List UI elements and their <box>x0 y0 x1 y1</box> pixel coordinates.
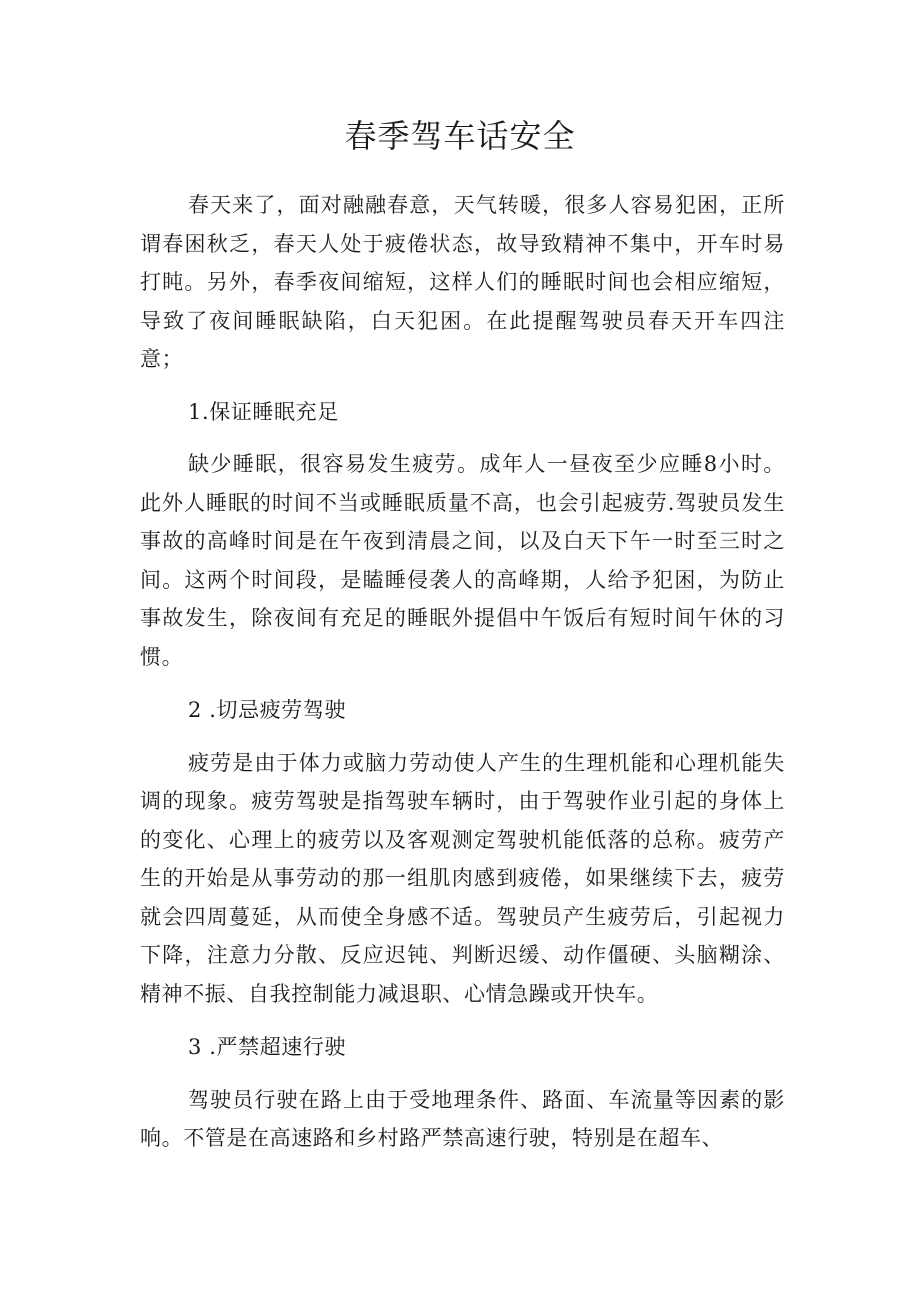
section-1-heading: 1.保证睡眠充足 <box>188 399 339 424</box>
section-3-paragraph: 驾驶员行驶在路上由于受地理条件、路面、车流量等因素的影响。不管是在高速路和乡村路严禁高速行驶，特别是在超车、 <box>140 1087 785 1150</box>
section-3-heading: 3 .严禁超速行驶 <box>188 1035 347 1059</box>
document-title: 春季驾车话安全 <box>344 117 576 155</box>
document-body <box>140 186 785 1158</box>
section-2-heading: 2 .切忌疲劳驾驶 <box>188 698 347 722</box>
section-1-paragraph: 缺少睡眠，很容易发生疲劳。成年人一昼夜至少应睡8小时。此外人睡眠的时间不当或睡眠质量不高，也会引起疲劳.驾驶员发生事故的高峰时间是在午夜到清晨之间，以及白天下午一时至三时之间。这两个时间段，是瞌睡侵袭人的高峰期，人给予犯困，为防止事故发生，除夜间有充足的睡眠外提倡中午饭后有短时间午休的习惯。 <box>140 452 785 669</box>
intro-paragraph: 春天来了，面对融融春意，天气转暖，很多人容易犯困，正所谓春困秋乏，春天人处于疲倦状态，故导致精神不集中，开车时易打盹。另外，春季夜间缩短，这样人们的睡眠时间也会相应缩短，导致了夜间睡眠缺陷，白天犯困。在此提醒驾驶员春天开车四注意； <box>140 193 785 371</box>
section-2-paragraph: 疲劳是由于体力或脑力劳动使人产生的生理机能和心理机能失调的现象。疲劳驾驶是指驾驶车辆时，由于驾驶作业引起的身体上的变化、心理上的疲劳以及客观测定驾驶机能低落的总称。疲劳产生的开始是从事劳动的那一组肌肉感到疲倦，如果继续下去，疲劳就会四周蔓延，从而使全身感不适。驾驶员产生疲劳后，引起视力下降，注意力分散、反应迟钝、判断迟缓、动作僵硬、头脑糊涂、精神不振、自我控制能力减退职、心情急躁或开快车。 <box>140 750 785 1006</box>
